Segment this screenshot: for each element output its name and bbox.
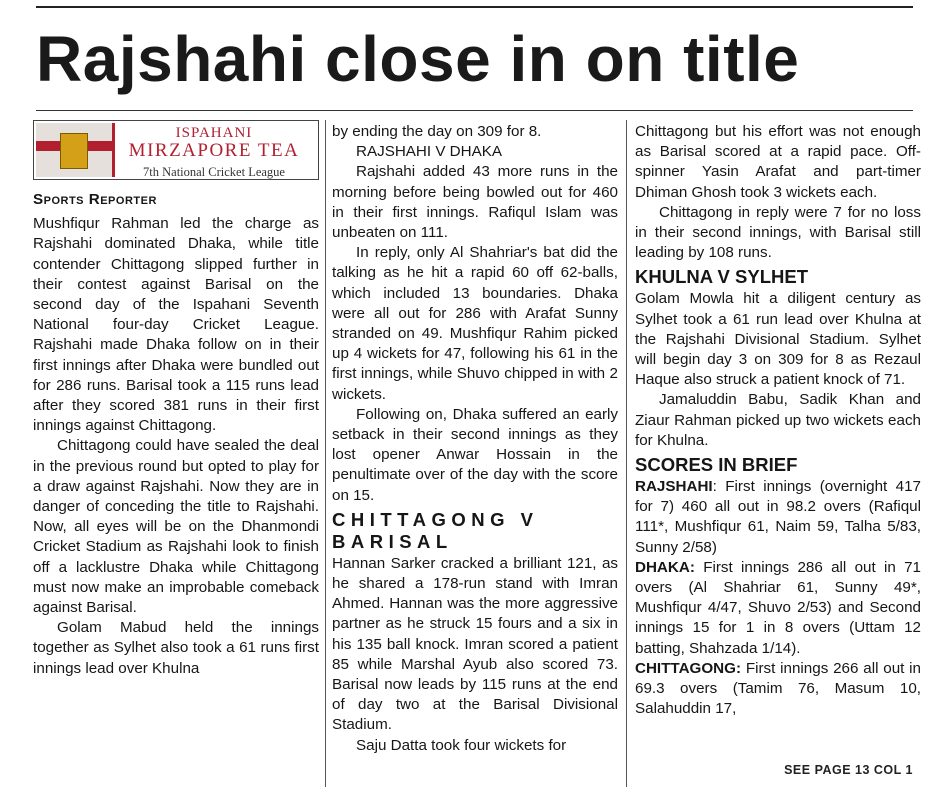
- score-entry: [635, 659, 921, 720]
- paragraph: Chittagong but his effort was not enough as Barisal scored at a rapid pace. Off-spinner Yasin Arafat and part-timer Dhiman Ghosh took 3 wickets each.: [635, 123, 921, 201]
- paragraph: by ending the day on 309 for 8.: [332, 123, 542, 140]
- sponsor-event: 7th National Cricket League: [143, 165, 285, 179]
- paragraph: Hannan Sarker cracked a brilliant 121, as he shared a 178-run stand with Imran Ahmed. Hannan was the more aggressive partner as he struck 15 fours and a six in his 135 ball knock. Imran scored a patient 85 while Marshal Ayub also scored 73. Barisal now leads by 115 runs at the end of day two at the Barisal Divisional Stadium.: [332, 554, 618, 734]
- top-rule: [36, 6, 913, 8]
- paragraph: In reply, only Al Shahriar's bat did the talking as he hit a rapid 60 off 62-balls, which included 13 boundaries. Dhaka were all out for 286 with Arafat Sunny stranded on 49. Mushfiqur Rahim picked up 4 wickets for 47, following his 61 in the first innings, while Shuvo chipped in with 2 wickets.: [332, 244, 618, 403]
- paragraph: Following on, Dhaka suffered an early setback in their second innings as they lost opener Anwar Hossain in the penultimate over of the day with the score on 15.: [332, 405, 618, 504]
- headline: Rajshahi close in on title: [36, 23, 800, 95]
- byline: Sports Reporter: [33, 191, 157, 208]
- sponsor-name: MIRZAPORE TEA: [128, 140, 300, 161]
- tea-pack-icon: [60, 133, 88, 169]
- paragraph: Chittagong could have sealed the deal in the previous round but opted to play for a draw against Rajshahi. Now they are in danger of conceding the title to Rajshahi. Now, all eyes will be on the Dhanmondi Cricket Stadium as Rajshahi look to finish off a lacklustre Dhaka while Chittagong must now make an improbable comeback against Barisal.: [33, 437, 319, 617]
- score-entry: [635, 558, 921, 659]
- score-entry: [635, 477, 921, 558]
- continued-link[interactable]: SEE PAGE 13 COL 1: [784, 763, 913, 777]
- column-3: [635, 122, 921, 719]
- column-divider: [626, 120, 627, 787]
- score-text: : First innings (overnight 417 for 7) 460 all out in 98.2 overs (Rafiqul 111*, Mushfiqur 61, Naim 59, Talha 5/83, Sunny 2/58): [635, 478, 921, 556]
- sponsor-logo: [33, 120, 319, 180]
- headline-rule: [36, 110, 913, 111]
- score-team: RAJSHAHI: [635, 478, 713, 496]
- paragraph: Saju Datta took four wickets for: [356, 736, 567, 754]
- column-divider: [325, 120, 326, 787]
- sponsor-stripe: [36, 123, 115, 177]
- score-text: First innings 286 all out in 71 overs (Al Shahriar 61, Sunny 49*, Mushfiqur 4/47, Shuvo 2/53) and Second innings 15 for 1 in 8 overs (Uttam 12 batting, Shahzada 1/14).: [635, 558, 921, 657]
- paragraph: Golam Mabud held the innings together as Sylhet also took a 61 runs first innings lead over Khulna: [33, 619, 319, 677]
- paragraph: Mushfiqur Rahman led the charge as Rajshahi dominated Dhaka, while title contender Chittagong slipped further in their contest against Barisal on the second day of the Ispahani Seventh National four-day Cricket League. Rajshahi made Dhaka follow on in their first innings after Dhaka were bundled out for 286 runs. Barisal took a 115 runs lead after they scored 381 runs in their first innings against Chittagong.: [33, 215, 319, 435]
- column-2: [332, 122, 618, 756]
- score-text: First innings 266 all out in 69.3 overs (Tamim 76, Masum 10, Salahuddin 17,: [635, 659, 921, 718]
- paragraph: Chittagong in reply were 7 for no loss in their second innings, with Barisal still leading by 108 runs.: [635, 203, 921, 262]
- sponsor-brand: ISPAHANI: [175, 125, 253, 141]
- column-1: [33, 120, 319, 679]
- paragraph: Rajshahi added 43 more runs in the morning before being bowled out for 460 in their first innings. Rafiqul Islam was unbeaten on 111.: [332, 163, 618, 242]
- section-heading: CHITTAGONG V BARISAL: [332, 508, 539, 552]
- subhead: RAJSHAHI V DHAKA: [356, 143, 503, 161]
- score-team: CHITTAGONG:: [635, 659, 742, 677]
- score-team: DHAKA:: [635, 558, 695, 576]
- paragraph: Jamaluddin Babu, Sadik Khan and Ziaur Rahman picked up two wickets each for Khulna.: [635, 391, 921, 449]
- section-heading: KHULNA V SYLHET: [635, 266, 809, 288]
- paragraph: Golam Mowla hit a diligent century as Sylhet took a 61 run lead over Khulna at the Rajshahi Divisional Stadium. Sylhet will begin day 3 on 309 for 8 as Rezaul Haque also struck a patient knock of 71.: [635, 290, 921, 389]
- section-heading: SCORES IN BRIEF: [635, 454, 798, 476]
